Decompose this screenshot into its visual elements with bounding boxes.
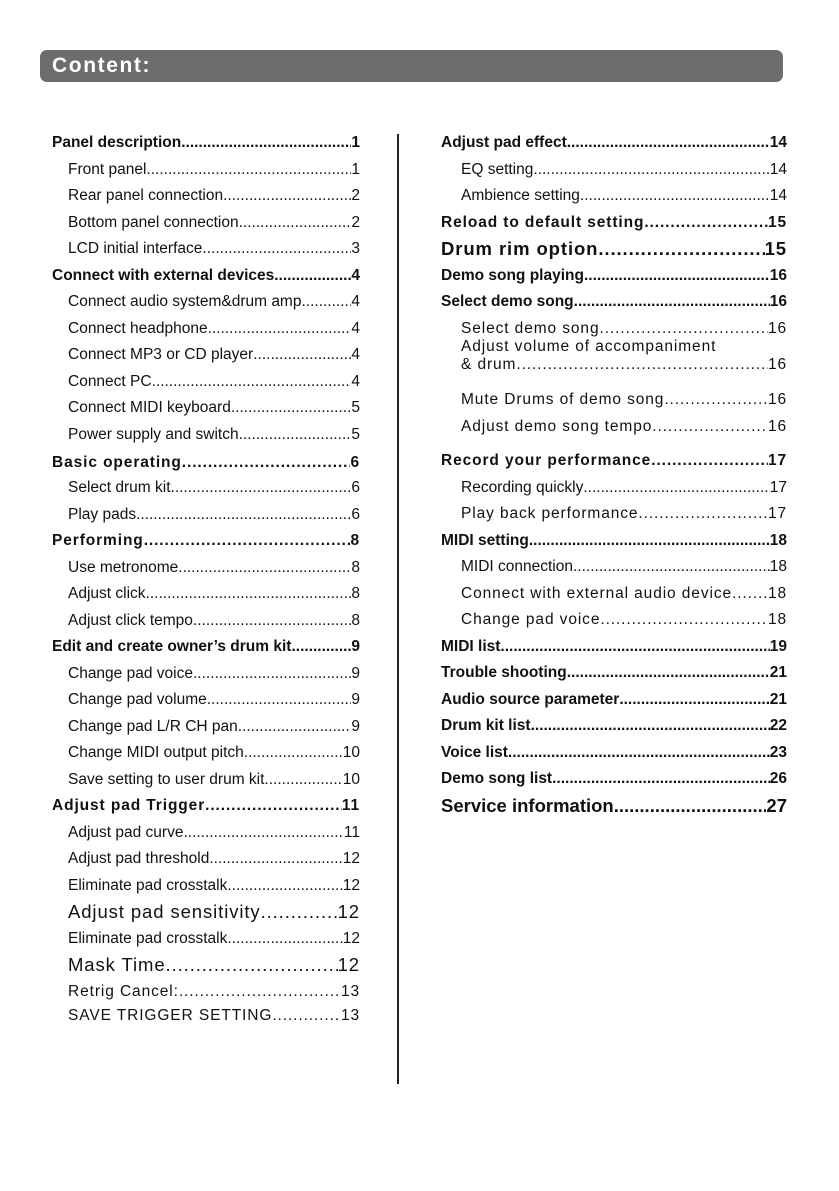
toc-entry-connect-external-devices[interactable]: Connect with external devices ..... 4 [52, 261, 360, 285]
content-header-bar [40, 50, 783, 82]
toc-entry-reload-default[interactable]: Reload to default setting ..... 15 [441, 208, 787, 232]
toc-entry-change-pad-voice-midi[interactable]: Change pad voice ..... 18 [461, 605, 787, 629]
toc-entry-performing[interactable]: Performing ..... 8 [52, 526, 360, 550]
toc-entry-demo-song-playing[interactable]: Demo song playing ..... 16 [441, 261, 787, 285]
toc-entry-recording-quickly[interactable]: Recording quickly ..... 17 [461, 473, 787, 497]
toc-entry-adjust-click[interactable]: Adjust click ..... 8 [68, 579, 360, 603]
toc-entry-trouble-shooting[interactable]: Trouble shooting ..... 21 [441, 658, 787, 682]
toc-entry-adjust-pad-threshold[interactable]: Adjust pad threshold ..... 12 [68, 844, 360, 868]
toc-entry-midi-list[interactable]: MIDI list ..... 19 [441, 632, 787, 656]
toc-entry-midi-setting[interactable]: MIDI setting ..... 18 [441, 526, 787, 550]
toc-entry-adjust-click-tempo[interactable]: Adjust click tempo ..... 8 [68, 606, 360, 630]
toc-entry-save-user-drum-kit[interactable]: Save setting to user drum kit ..... 10 [68, 765, 360, 789]
toc-entry-voice-list[interactable]: Voice list ..... 23 [441, 738, 787, 762]
toc-entry-drum-rim-option[interactable]: Drum rim option ..... 15 [441, 234, 787, 258]
toc-entry-select-drum-kit[interactable]: Select drum kit ..... 6 [68, 473, 360, 497]
toc-entry-adjust-pad-sensitivity[interactable]: Adjust pad sensitivity ..... 12 [68, 897, 360, 921]
toc-entry-front-panel[interactable]: Front panel ..... 1 [68, 155, 360, 179]
toc-entry-service-information[interactable]: Service information ..... 27 [441, 791, 787, 815]
toc-entry-midi-connection[interactable]: MIDI connection ..... 18 [461, 552, 787, 576]
toc-entry-edit-create-drum-kit[interactable]: Edit and create owner’s drum kit ..... 9 [52, 632, 360, 656]
page-title: Content: [52, 54, 152, 77]
toc-entry-save-trigger-setting[interactable]: SAVE TRIGGER SETTING ..... 13 [68, 1001, 360, 1025]
toc-entry-change-pad-volume[interactable]: Change pad volume ..... 9 [68, 685, 360, 709]
toc-entry-demo-song-list[interactable]: Demo song list ..... 26 [441, 764, 787, 788]
toc-entry-bottom-panel-connection[interactable]: Bottom panel connection ..... 2 [68, 208, 360, 232]
toc-entry-power-supply[interactable]: Power supply and switch ..... 5 [68, 420, 360, 444]
toc-entry-connect-mp3-cd[interactable]: Connect MP3 or CD player ..... 4 [68, 340, 360, 364]
toc-entry-record-performance[interactable]: Record your performance ..... 17 [441, 446, 787, 470]
toc-entry-connect-midi-keyboard[interactable]: Connect MIDI keyboard ..... 5 [68, 393, 360, 417]
toc-entry-audio-source-parameter[interactable]: Audio source parameter ..... 21 [441, 685, 787, 709]
toc-entry-change-pad-voice[interactable]: Change pad voice ..... 9 [68, 659, 360, 683]
toc-entry-play-back-performance[interactable]: Play back performance ..... 17 [461, 499, 787, 523]
toc-entry-change-pad-pan[interactable]: Change pad L/R CH pan ..... 9 [68, 712, 360, 736]
toc-entry-change-midi-pitch[interactable]: Change MIDI output pitch ..... 10 [68, 738, 360, 762]
toc-entry-mask-time[interactable]: Mask Time ..... 12 [68, 950, 360, 974]
toc-entry-use-metronome[interactable]: Use metronome ..... 8 [68, 553, 360, 577]
toc-entry-panel-description[interactable]: Panel description ..... 1 [52, 128, 360, 152]
toc-entry-connect-audio-system[interactable]: Connect audio system&drum amp ..... 4 [68, 287, 360, 311]
toc-entry-mute-drums[interactable]: Mute Drums of demo song ..... 16 [461, 385, 787, 409]
toc-entry-retrig-cancel[interactable]: Retrig Cancel: ..... 13 [68, 977, 360, 1001]
toc-entry-adjust-pad-effect[interactable]: Adjust pad effect ..... 14 [441, 128, 787, 152]
toc-entry-connect-external-audio[interactable]: Connect with external audio device ..... 18 [461, 579, 787, 603]
toc-entry-connect-pc[interactable]: Connect PC ..... 4 [68, 367, 360, 391]
toc-entry-adjust-pad-curve[interactable]: Adjust pad curve ..... 11 [68, 818, 360, 842]
column-divider [397, 134, 399, 1084]
toc-entry-connect-headphone[interactable]: Connect headphone ..... 4 [68, 314, 360, 338]
toc-entry-rear-panel-connection[interactable]: Rear panel connection ..... 2 [68, 181, 360, 205]
toc-entry-ambience-setting[interactable]: Ambience setting ..... 14 [461, 181, 787, 205]
toc-entry-eq-setting[interactable]: EQ setting ..... 14 [461, 155, 787, 179]
toc-entry-play-pads[interactable]: Play pads ..... 6 [68, 500, 360, 524]
toc-entry-adjust-pad-trigger[interactable]: Adjust pad Trigger ..... 11 [52, 791, 360, 815]
toc-entry-eliminate-crosstalk-1[interactable]: Eliminate pad crosstalk ..... 12 [68, 871, 360, 895]
toc-entry-eliminate-crosstalk-2[interactable]: Eliminate pad crosstalk ..... 12 [68, 924, 360, 948]
toc-entry-select-demo-song-heading[interactable]: Select demo song ..... 16 [441, 287, 787, 311]
toc-entry-select-demo-song[interactable]: Select demo song ..... 16 [461, 314, 787, 338]
toc-entry-adjust-demo-tempo[interactable]: Adjust demo song tempo ..... 16 [461, 412, 787, 436]
toc-entry-adjust-volume-accompaniment[interactable]: Adjust volume of accompaniment & drum ..... 16 [461, 338, 787, 380]
toc-entry-drum-kit-list[interactable]: Drum kit list ..... 22 [441, 711, 787, 735]
toc-entry-basic-operating[interactable]: Basic operating ..... 6 [52, 448, 360, 472]
toc-entry-lcd-initial-interface[interactable]: LCD initial interface ..... 3 [68, 234, 360, 258]
